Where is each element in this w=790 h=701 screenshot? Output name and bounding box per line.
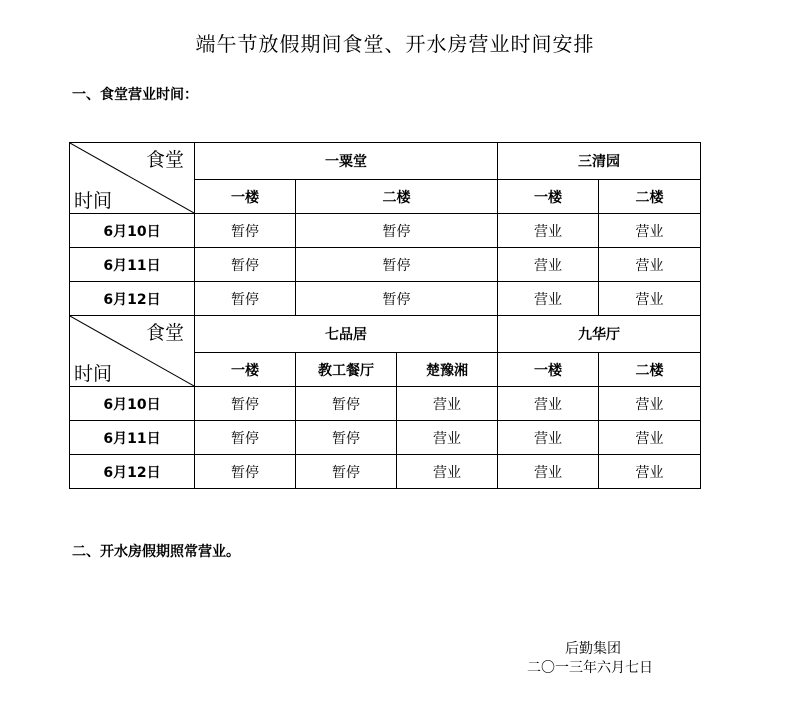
status-cell: 营业 — [599, 248, 701, 282]
status-cell: 营业 — [599, 387, 701, 421]
status-cell: 营业 — [498, 214, 599, 248]
status-cell: 营业 — [498, 455, 599, 489]
table-row — [70, 387, 701, 421]
table-row — [70, 248, 701, 282]
date-cell: 6月12日 — [70, 455, 195, 489]
page-title: 端午节放假期间食堂、开水房营业时间安排 — [195, 32, 595, 56]
group-yisutang: 一粟堂 — [195, 143, 498, 180]
sub-header: 二楼 — [599, 353, 701, 387]
sub-header: 二楼 — [296, 180, 498, 214]
corner-canteen-label: 食堂 — [145, 149, 184, 171]
status-cell: 营业 — [498, 421, 599, 455]
status-cell: 暂停 — [296, 214, 498, 248]
date-cell: 6月11日 — [70, 248, 195, 282]
status-cell: 暂停 — [296, 421, 397, 455]
section-water-room-heading: 二、开水房假期照常营业。 — [72, 544, 240, 560]
group-jiuhuating: 九华厅 — [498, 316, 701, 353]
sub-header: 教工餐厅 — [296, 353, 397, 387]
status-cell: 暂停 — [195, 214, 296, 248]
table-row — [70, 282, 701, 316]
table-row — [70, 421, 701, 455]
sub-header: 一楼 — [498, 180, 599, 214]
corner-time-label: 时间 — [74, 190, 113, 212]
status-cell: 营业 — [599, 282, 701, 316]
group-qipinju: 七品居 — [195, 316, 498, 353]
corner-time-label: 时间 — [74, 363, 113, 385]
status-cell: 暂停 — [296, 387, 397, 421]
status-cell: 营业 — [599, 214, 701, 248]
block2-header-row — [70, 316, 701, 353]
status-cell: 暂停 — [195, 282, 296, 316]
status-cell: 营业 — [498, 282, 599, 316]
signature-date: 二〇一三年六月七日 — [527, 660, 653, 676]
sub-header: 一楼 — [498, 353, 599, 387]
status-cell: 暂停 — [195, 387, 296, 421]
block1-header-row — [70, 143, 701, 180]
date-cell: 6月10日 — [70, 214, 195, 248]
sub-header: 楚豫湘 — [397, 353, 498, 387]
status-cell: 暂停 — [296, 455, 397, 489]
schedule-table — [69, 142, 701, 489]
sub-header: 一楼 — [195, 353, 296, 387]
status-cell: 暂停 — [195, 248, 296, 282]
section-canteen-heading: 一、食堂营业时间： — [72, 87, 198, 103]
sub-header: 一楼 — [195, 180, 296, 214]
table-row — [70, 214, 701, 248]
status-cell: 营业 — [397, 387, 498, 421]
status-cell: 营业 — [498, 248, 599, 282]
block2-corner-cell — [70, 316, 195, 387]
status-cell: 营业 — [599, 421, 701, 455]
status-cell: 营业 — [599, 455, 701, 489]
date-cell: 6月11日 — [70, 421, 195, 455]
status-cell: 营业 — [498, 387, 599, 421]
corner-canteen-label: 食堂 — [145, 322, 184, 344]
table-row — [70, 455, 701, 489]
block1-corner-cell — [70, 143, 195, 214]
signature-org: 后勤集团 — [565, 641, 621, 657]
status-cell: 暂停 — [195, 421, 296, 455]
status-cell: 营业 — [397, 455, 498, 489]
status-cell: 暂停 — [296, 282, 498, 316]
date-cell: 6月12日 — [70, 282, 195, 316]
date-cell: 6月10日 — [70, 387, 195, 421]
sub-header: 二楼 — [599, 180, 701, 214]
group-sanqingyuan: 三清园 — [498, 143, 701, 180]
status-cell: 暂停 — [195, 455, 296, 489]
status-cell: 营业 — [397, 421, 498, 455]
status-cell: 暂停 — [296, 248, 498, 282]
